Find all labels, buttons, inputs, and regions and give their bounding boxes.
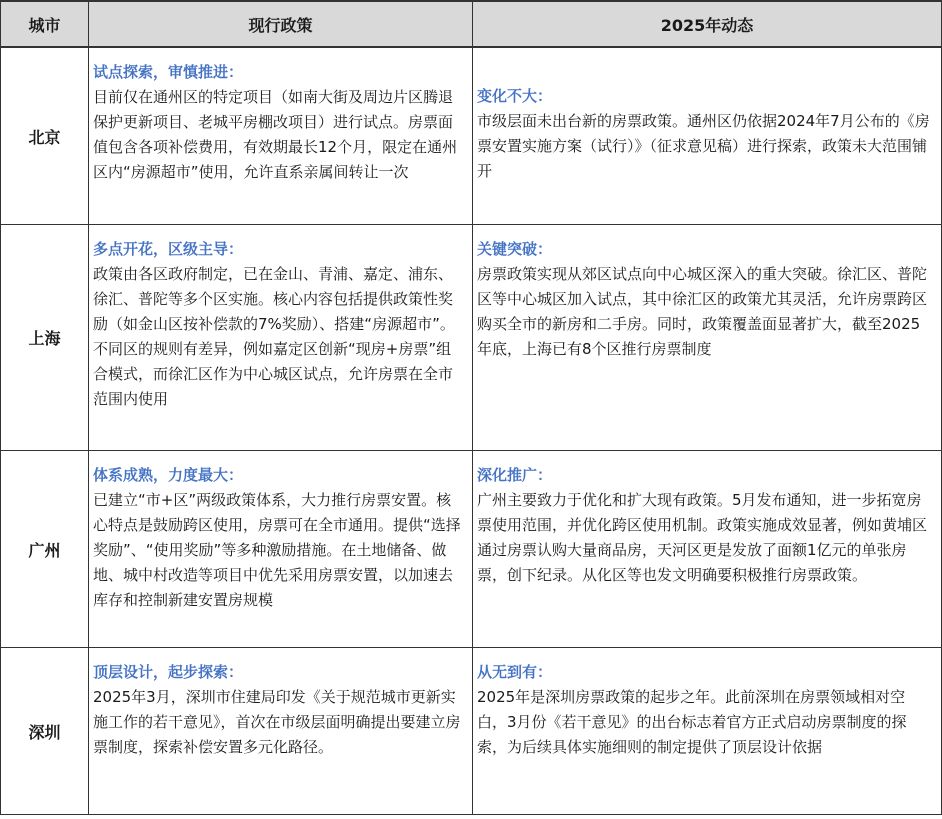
dynamics-cell: [473, 225, 942, 451]
table-row: [1, 648, 942, 815]
header-2025-dynamics: 2025年动态: [473, 1, 942, 47]
current-policy-text: 政策由各区政府制定，已在金山、青浦、嘉定、浦东、徐汇、普陀等多个区实施。核心内容包括提供政策性奖励（如金山区按补偿款的7%奖励）、搭建“房源超市”。不同区的规则有差异，例如嘉定区创新“现房+房票”组合模式，而徐汇区作为中心城区试点，允许房票在全市范围内使用: [93, 265, 455, 408]
header-city: 城市: [1, 1, 89, 47]
dynamics-heading: 从无到有：: [477, 663, 553, 681]
dynamics-heading: 关键突破：: [477, 240, 553, 258]
header-current-policy: 现行政策: [89, 1, 473, 47]
dynamics-cell: [473, 451, 942, 648]
table-row: [1, 225, 942, 451]
current-policy-cell: [89, 47, 473, 225]
current-policy-text: 已建立“市+区”两级政策体系，大力推行房票安置。核心特点是鼓励跨区使用，房票可在全市通用。提供“选择奖励”、“使用奖励”等多种激励措施。在土地储备、做地、城中村改造等项目中优先采用房票安置，以加速去库存和控制新建安置房规模: [93, 491, 461, 609]
dynamics-heading: 深化推广：: [477, 466, 553, 484]
table-header-row: [1, 1, 942, 47]
dynamics-text: 广州主要致力于优化和扩大现有政策。5月发布通知，进一步拓宽房票使用范围，并优化跨区使用机制。政策实施成效显著，例如黄埔区通过房票认购大量商品房，天河区更是发放了面额1亿元的单张房票，创下纪录。从化区等也发文明确要积极推行房票政策。: [477, 491, 928, 584]
dynamics-text: 市级层面未出台新的房票政策。通州区仍依据2024年7月公布的《房票安置实施方案（试行）》（征求意见稿）进行探索，政策未大范围铺开: [477, 112, 930, 180]
table-row: [1, 47, 942, 225]
dynamics-text: 房票政策实现从郊区试点向中心城区深入的重大突破。徐汇区、普陀区等中心城区加入试点，其中徐汇区的政策尤其灵活，允许房票跨区购买全市的新房和二手房。同时，政策覆盖面显著扩大，截至2025年底，上海已有8个区推行房票制度: [477, 265, 928, 358]
current-policy-text: 2025年3月，深圳市住建局印发《关于规范城市更新实施工作的若干意见》，首次在市级层面明确提出要建立房票制度，探索补偿安置多元化路径。: [93, 688, 461, 756]
current-policy-heading: 顶层设计，起步探索：: [93, 663, 244, 681]
current-policy-heading: 多点开花，区级主导：: [93, 240, 244, 258]
dynamics-cell: [473, 47, 942, 225]
table-row: [1, 451, 942, 648]
current-policy-text: 目前仅在通州区的特定项目（如南大街及周边片区腾退保护更新项目、老城平房棚改项目）进行试点。房票面值包含各项补偿费用，有效期最长12个月，限定在通州区内“房源超市”使用，允许直系亲属间转让一次: [93, 88, 458, 181]
city-cell: 深圳: [1, 648, 89, 815]
current-policy-heading: 体系成熟，力度最大：: [93, 466, 244, 484]
current-policy-cell: [89, 225, 473, 451]
current-policy-cell: [89, 451, 473, 648]
dynamics-cell: [473, 648, 942, 815]
city-cell: 北京: [1, 47, 89, 225]
dynamics-heading: 变化不大：: [477, 87, 553, 105]
city-cell: 广州: [1, 451, 89, 648]
city-cell: 上海: [1, 225, 89, 451]
current-policy-cell: [89, 648, 473, 815]
current-policy-heading: 试点探索，审慎推进：: [93, 63, 244, 81]
dynamics-text: 2025年是深圳房票政策的起步之年。此前深圳在房票领域相对空白，3月份《若干意见》的出台标志着官方正式启动房票制度的探索，为后续具体实施细则的制定提供了顶层设计依据: [477, 688, 907, 756]
